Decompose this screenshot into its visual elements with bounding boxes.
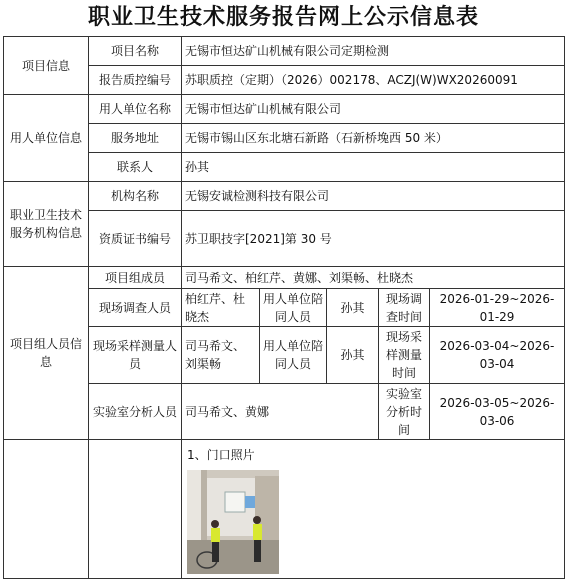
survey-time-label: 现场调查时间 [379, 289, 430, 327]
photo-section-blank [4, 440, 89, 579]
lab-staff-value: 司马希文、黄娜 [182, 384, 379, 440]
page-title: 职业卫生技术服务报告网上公示信息表 [87, 5, 479, 30]
members-label: 项目组成员 [89, 267, 182, 289]
survey-time-value: 2026-01-29~2026-01-29 [430, 289, 565, 327]
survey-staff-value: 柏红芹、杜晓杰 [182, 289, 260, 327]
table-row [4, 289, 565, 327]
table-row [4, 182, 565, 211]
lab-staff-label: 实验室分析人员 [89, 384, 182, 440]
project-name-value: 无锡市恒达矿山机械有限公司定期检测 [182, 37, 565, 66]
agency-name-value: 无锡安诚检测科技有限公司 [182, 182, 565, 211]
table-row [4, 153, 565, 182]
section-label-project: 项目信息 [4, 37, 89, 95]
project-name-label: 项目名称 [89, 37, 182, 66]
table-row [4, 66, 565, 95]
survey-escort-value: 孙其 [327, 289, 379, 327]
entrance-photo [187, 470, 279, 574]
table-row [4, 384, 565, 440]
service-address-value: 无锡市锡山区东北塘石新路（石新桥堍西 50 米） [182, 124, 565, 153]
survey-staff-label: 现场调查人员 [89, 289, 182, 327]
lab-time-label: 实验室分析时间 [379, 384, 430, 440]
service-address-label: 服务地址 [89, 124, 182, 153]
table-row [4, 37, 565, 66]
report-number-label: 报告质控编号 [89, 66, 182, 95]
employer-name-value: 无锡市恒达矿山机械有限公司 [182, 95, 565, 124]
contact-value: 孙其 [182, 153, 565, 182]
table-row [4, 95, 565, 124]
section-label-staff: 项目组人员信息 [4, 267, 89, 440]
sampling-staff-value: 司马希文、刘渠畅 [182, 327, 260, 384]
sampling-escort-label: 用人单位陪同人员 [260, 327, 327, 384]
certificate-number-label: 资质证书编号 [89, 211, 182, 267]
sampling-time-value: 2026-03-04~2026-03-04 [430, 327, 565, 384]
section-label-agency: 职业卫生技术服务机构信息 [4, 182, 89, 267]
photo-section [182, 440, 565, 579]
sampling-staff-label: 现场采样测量人员 [89, 327, 182, 384]
photo-caption: 1、门口照片 [187, 448, 255, 462]
sampling-escort-value: 孙其 [327, 327, 379, 384]
entrance-photo-image [187, 470, 279, 574]
table-row [4, 327, 565, 384]
agency-name-label: 机构名称 [89, 182, 182, 211]
lab-time-value: 2026-03-05~2026-03-06 [430, 384, 565, 440]
employer-name-label: 用人单位名称 [89, 95, 182, 124]
photo-section-blank-2 [89, 440, 182, 579]
survey-escort-label: 用人单位陪同人员 [260, 289, 327, 327]
table-row [4, 124, 565, 153]
disclosure-table [3, 36, 565, 579]
section-label-employer: 用人单位信息 [4, 95, 89, 182]
table-row [4, 267, 565, 289]
certificate-number-value: 苏卫职技字[2021]第 30 号 [182, 211, 565, 267]
sampling-time-label: 现场采样测量时间 [379, 327, 430, 384]
table-row [4, 440, 565, 579]
members-value: 司马希文、柏红芹、黄娜、刘渠畅、杜晓杰 [182, 267, 565, 289]
contact-label: 联系人 [89, 153, 182, 182]
table-row [4, 211, 565, 267]
report-number-value: 苏职质控（定期）（2026）002178、ACZJ(W)WX20260091 [182, 66, 565, 95]
